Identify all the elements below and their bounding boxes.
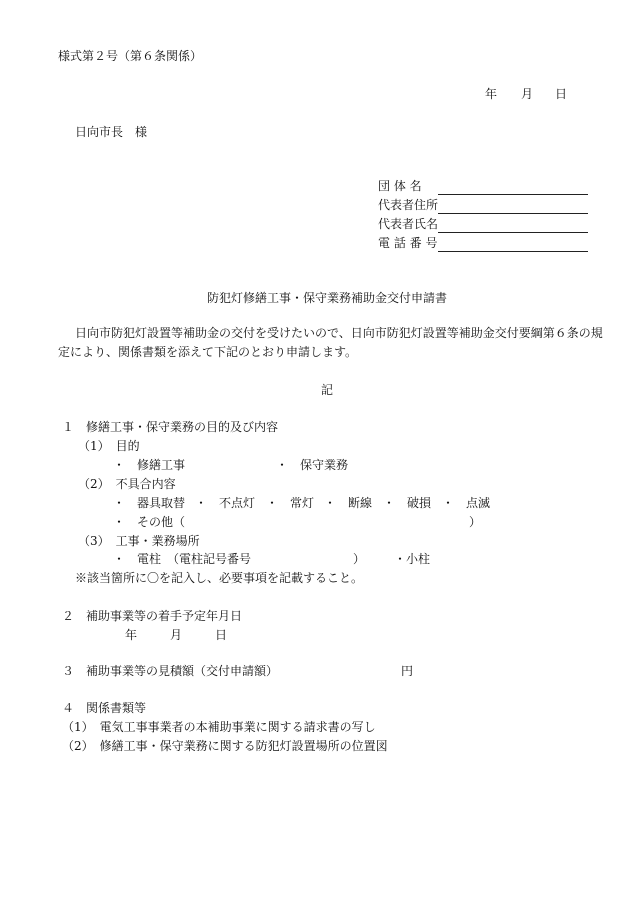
field-label: 代表者氏名	[378, 217, 439, 231]
amount-unit: 円	[401, 664, 414, 678]
field-label: 代表者住所	[378, 198, 439, 212]
date-day-label: 日	[555, 87, 568, 101]
document-title: 防犯灯修繕工事・保守業務補助金交付申請書	[207, 291, 448, 305]
body-text-line-1: 日向市防犯灯設置等補助金の交付を受けたいので、日向市防犯灯設置等補助金交付要綱第６条の規	[75, 326, 603, 340]
location-label: （3） 工事・業務場所	[78, 534, 200, 548]
defect-other[interactable]: ・ その他（	[113, 515, 186, 529]
defect-wire-break[interactable]: ・ 断線	[324, 496, 373, 510]
body-text-line-2: 定により、関係書類を添えて下記のとおり申請します。	[58, 345, 358, 359]
recipient: 日向市長 様	[75, 125, 148, 139]
option-repair-work[interactable]: ・ 修繕工事	[113, 458, 186, 472]
start-year-label: 年	[125, 628, 138, 642]
section-2-heading: ２ 補助事業等の着手予定年月日	[62, 609, 243, 623]
document-item-1: （1） 電気工事事業者の本補助事業に関する請求書の写し	[62, 720, 376, 734]
location-utility-pole[interactable]: ・ 電柱 （電柱記号番号	[113, 552, 252, 566]
field-representative-name[interactable]	[378, 218, 588, 232]
defect-damage[interactable]: ・ 破損	[383, 496, 432, 510]
field-organization-name[interactable]	[378, 180, 588, 194]
document-item-2: （2） 修繕工事・保守業務に関する防犯灯設置場所の位置図	[62, 739, 388, 753]
section-4-heading: ４ 関係書類等	[62, 701, 147, 715]
field-label: 団 体 名	[378, 179, 422, 193]
form-number: 様式第２号（第６条関係）	[58, 49, 203, 63]
defect-other-close: ）	[469, 515, 482, 529]
field-line	[438, 232, 588, 233]
defect-always-on[interactable]: ・ 常灯	[266, 496, 315, 510]
option-maintenance-work[interactable]: ・ 保守業務	[276, 458, 349, 472]
defect-flickering[interactable]: ・ 点滅	[442, 496, 491, 510]
instruction-note: ※該当箇所に〇を記入し、必要事項を記載すること。	[75, 571, 364, 585]
field-label: 電 話 番 号	[378, 236, 438, 250]
start-day-label: 日	[215, 628, 228, 642]
location-pole-close: ）	[353, 552, 366, 566]
date-month-label: 月	[521, 87, 534, 101]
field-line	[438, 251, 588, 252]
start-month-label: 月	[170, 628, 183, 642]
section-1-heading: １ 修繕工事・保守業務の目的及び内容	[62, 420, 279, 434]
field-line	[438, 194, 588, 195]
date-year-label: 年	[485, 87, 498, 101]
field-phone-number[interactable]	[378, 237, 588, 251]
section-3-heading: ３ 補助事業等の見積額（交付申請額）	[62, 664, 279, 678]
field-representative-address[interactable]	[378, 199, 588, 213]
location-small-pole[interactable]: ・小柱	[394, 552, 431, 566]
purpose-label: （1） 目的	[78, 439, 140, 453]
defect-not-lit[interactable]: ・ 不点灯	[195, 496, 256, 510]
defect-fixture-replacement[interactable]: ・ 器具取替	[113, 496, 186, 510]
ki-marker: 記	[321, 383, 334, 397]
field-line	[438, 213, 588, 214]
defects-label: （2） 不具合内容	[78, 477, 176, 491]
